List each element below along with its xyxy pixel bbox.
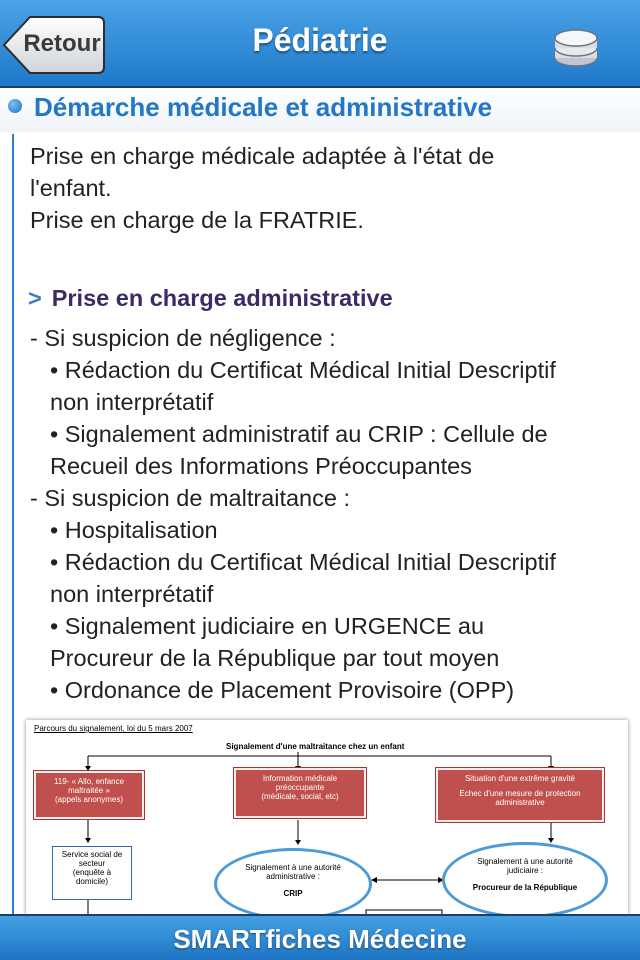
flowchart-top-label: Signalement d'une maltraitance chez un enfant bbox=[226, 742, 405, 751]
flow-box-line: domicile) bbox=[75, 877, 108, 886]
flow-box-line: 119- « Allo, enfance bbox=[53, 777, 125, 786]
flow-box-line: Echec d'une mesure de protection bbox=[459, 789, 581, 798]
flow-box-line: (médicale, social, etc) bbox=[261, 792, 339, 801]
body-line: • Hospitalisation bbox=[50, 517, 218, 543]
flow-box-line: (enquête à bbox=[72, 868, 112, 877]
intro-line: Prise en charge médicale adaptée à l'état de bbox=[30, 143, 495, 169]
flow-box-line: maltraitée » bbox=[68, 786, 110, 795]
flow-box-line: préoccupante bbox=[275, 783, 325, 792]
section-title: Démarche médicale et administrative bbox=[34, 92, 493, 122]
database-icon[interactable] bbox=[552, 24, 600, 73]
flow-box-information bbox=[234, 768, 366, 818]
flow-box-line: administrative : bbox=[266, 872, 320, 881]
flow-box-line: Service social de bbox=[61, 850, 123, 859]
body-line: • Signalement judiciaire en URGENCE au bbox=[50, 613, 485, 639]
back-button-label: Retour bbox=[23, 30, 101, 57]
body-line: • Signalement administratif au CRIP : Cellule de bbox=[50, 421, 548, 447]
top-nav-bar bbox=[0, 0, 640, 88]
flow-box-line: Procureur de la République bbox=[472, 883, 578, 892]
body-line: Procureur de la République par tout moyen bbox=[50, 645, 500, 671]
bottom-bar bbox=[0, 914, 640, 960]
flow-service-social bbox=[52, 846, 132, 900]
body-line: - Si suspicion de maltraitance : bbox=[30, 485, 351, 511]
flow-box-line: (appels anonymes) bbox=[54, 795, 124, 804]
back-button[interactable] bbox=[2, 14, 106, 76]
flow-box-line: Situation d'une extrême gravité bbox=[464, 774, 576, 783]
flow-ellipse-procureur bbox=[442, 842, 608, 915]
flowchart-image[interactable] bbox=[26, 720, 628, 915]
flow-box-gravite bbox=[436, 768, 604, 822]
body-line: Recueil des Informations Préoccupantes bbox=[50, 453, 472, 479]
subheading-text: Prise en charge administrative bbox=[51, 285, 393, 311]
footer-title: SMARTfiches Médecine bbox=[173, 924, 467, 954]
flow-box-line: Information médicale bbox=[262, 774, 338, 783]
subheading bbox=[28, 285, 393, 312]
intro-line: l'enfant. bbox=[30, 175, 112, 201]
intro-line: Prise en charge de la FRATRIE. bbox=[30, 207, 364, 233]
flow-box-line: Signalement à une autorité bbox=[477, 857, 573, 866]
body-line: • Ordonance de Placement Provisoire (OPP) bbox=[50, 677, 515, 703]
flow-ellipse-crip bbox=[214, 848, 372, 915]
flow-box-line: administrative bbox=[495, 798, 545, 807]
body-line: • Rédaction du Certificat Médical Initial Descriptif bbox=[50, 357, 556, 383]
flow-box-line: judiciaire : bbox=[506, 866, 543, 875]
flow-box-119 bbox=[34, 771, 144, 819]
body-line: non interprétatif bbox=[50, 389, 214, 415]
bullet-icon bbox=[8, 99, 22, 113]
chevron-right-icon: > bbox=[28, 285, 42, 311]
flow-box-line: Signalement à une autorité bbox=[245, 863, 341, 872]
body-line: non interprétatif bbox=[50, 581, 214, 607]
flow-box-line: CRIP bbox=[283, 889, 303, 898]
body-line: - Si suspicion de négligence : bbox=[30, 325, 336, 351]
page-title: Pédiatrie bbox=[252, 22, 388, 58]
flow-box-line: secteur bbox=[78, 859, 106, 868]
body-line: • Rédaction du Certificat Médical Initial Descriptif bbox=[50, 549, 556, 575]
flowchart-caption: Parcours du signalement, loi du 5 mars 2007 bbox=[34, 724, 193, 733]
